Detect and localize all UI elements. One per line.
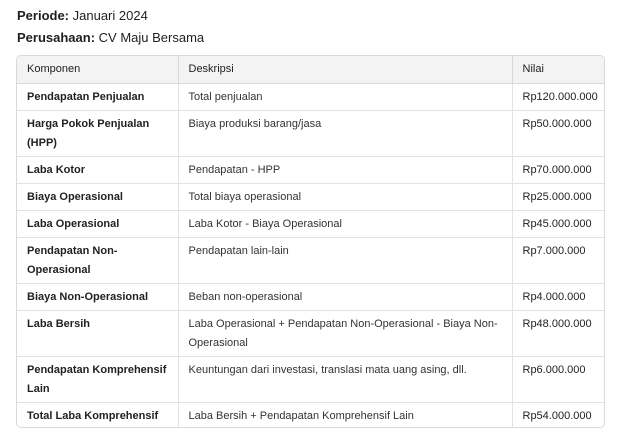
nilai-cell: Rp50.000.000	[512, 110, 605, 156]
income-statement-table	[16, 55, 605, 428]
table-row	[17, 237, 605, 283]
perusahaan-label: Perusahaan:	[17, 30, 96, 45]
deskripsi-cell: Total biaya operasional	[178, 183, 512, 210]
periode-label: Periode:	[17, 8, 70, 23]
komponen-cell: Total Laba Komprehensif	[17, 402, 178, 428]
deskripsi-cell: Biaya produksi barang/jasa	[178, 110, 512, 156]
komponen-cell: Biaya Operasional	[17, 183, 178, 210]
table-row	[17, 210, 605, 237]
komponen-cell: Pendapatan Komprehensif Lain	[17, 356, 178, 402]
deskripsi-cell: Beban non-operasional	[178, 283, 512, 310]
table-row	[17, 356, 605, 402]
deskripsi-cell: Keuntungan dari investasi, translasi mata uang asing, dll.	[178, 356, 512, 402]
perusahaan-line	[17, 30, 204, 46]
deskripsi-cell: Laba Bersih + Pendapatan Komprehensif Lain	[178, 402, 512, 428]
table-row	[17, 110, 605, 156]
deskripsi-cell: Laba Kotor - Biaya Operasional	[178, 210, 512, 237]
nilai-cell: Rp25.000.000	[512, 183, 605, 210]
column-header-deskripsi: Deskripsi	[178, 56, 512, 83]
nilai-cell: Rp6.000.000	[512, 356, 605, 402]
column-header-nilai: Nilai	[512, 56, 605, 83]
table-row	[17, 156, 605, 183]
nilai-cell: Rp54.000.000	[522, 409, 592, 422]
table-row	[17, 283, 605, 310]
column-header-komponen: Komponen	[17, 56, 178, 83]
table-row	[17, 310, 605, 356]
perusahaan-value: CV Maju Bersama	[98, 30, 205, 45]
table-header-row	[17, 56, 605, 83]
deskripsi-cell: Pendapatan lain-lain	[178, 237, 512, 283]
komponen-cell: Harga Pokok Penjualan (HPP)	[17, 110, 178, 156]
nilai-cell: Rp4.000.000	[512, 283, 605, 310]
nilai-cell: Rp120.000.000	[512, 83, 605, 110]
periode-value: Januari 2024	[72, 8, 148, 23]
komponen-cell: Pendapatan Non-Operasional	[17, 237, 178, 283]
deskripsi-cell: Pendapatan - HPP	[178, 156, 512, 183]
nilai-cell: Rp7.000.000	[512, 237, 605, 283]
komponen-cell: Biaya Non-Operasional	[17, 283, 178, 310]
komponen-cell: Laba Operasional	[17, 210, 178, 237]
komponen-cell: Laba Kotor	[17, 156, 178, 183]
deskripsi-cell: Laba Operasional + Pendapatan Non-Operasional - Biaya Non-Operasional	[178, 310, 512, 356]
komponen-cell: Pendapatan Penjualan	[17, 83, 178, 110]
table-row	[17, 402, 605, 428]
table-row	[17, 183, 605, 210]
nilai-cell: Rp45.000.000	[512, 210, 605, 237]
deskripsi-cell: Total penjualan	[178, 83, 512, 110]
nilai-cell: Rp70.000.000	[512, 156, 605, 183]
table-row	[17, 83, 605, 110]
periode-line	[17, 8, 148, 24]
nilai-cell: Rp48.000.000	[512, 310, 605, 356]
komponen-cell: Laba Bersih	[17, 310, 178, 356]
